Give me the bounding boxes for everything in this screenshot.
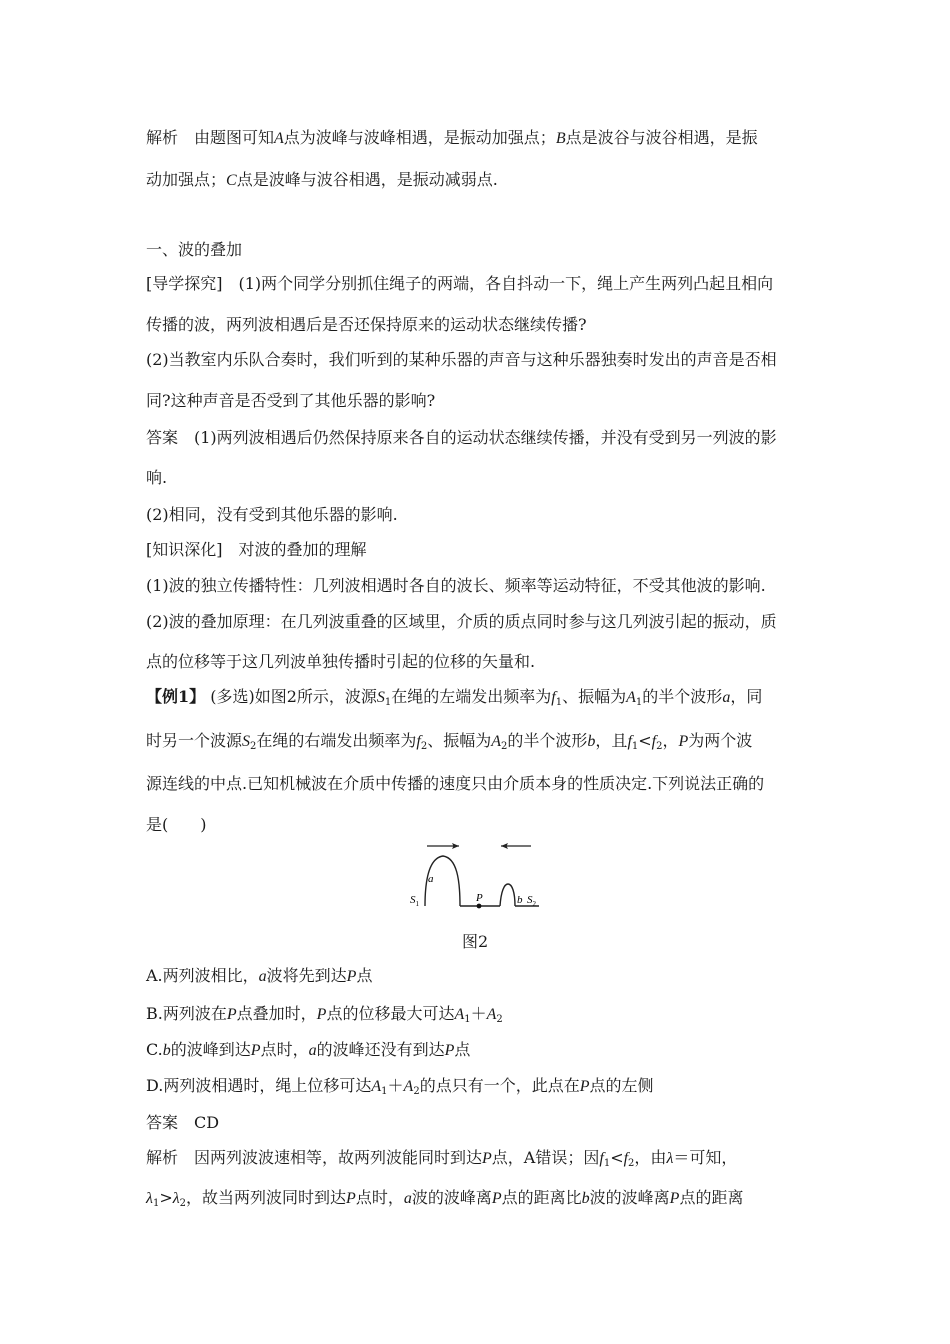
analysis2-line1: 解析 因两列波波速相等，故两列波能同时到达P点，A错误；因$f_1<f_2$，由λ＝可知， — [146, 1148, 738, 1169]
label-s1: $S_1$ — [410, 894, 419, 908]
option-c: C.b的波峰到达P点时，a的波峰还没有到达P点 — [146, 1040, 471, 1059]
example-line4: 是( ) — [146, 815, 207, 834]
section-title: 一、波的叠加 — [146, 240, 243, 259]
inquiry-line4: 同?这种声音是否受到了其他乐器的影响? — [146, 391, 436, 410]
example-line1: 【例1】 (多选)如图2所示，波源$S_1$在绳的左端发出频率为$f_1$、振幅为$A_1$的半个波形a，同 — [146, 687, 763, 708]
deepen-line3: (2)波的叠加原理：在几列波重叠的区域里，介质的质点同时参与这几列波引起的振动，质 — [146, 612, 777, 631]
label-b: b — [517, 894, 523, 906]
analysis1-line2: 动加强点；C点是波峰与波谷相遇，是振动减弱点. — [146, 170, 498, 189]
inquiry-line1: [导学探究] (1)两个同学分别抓住绳子的两端，各自抖动一下，绳上产生两列凸起且相向 — [146, 274, 774, 293]
deepen-line2: (1)波的独立传播特性：几列波相遇时各自的波长、频率等运动特征，不受其他波的影响. — [146, 576, 766, 595]
label-p: P — [476, 892, 483, 904]
example-tag: 【例1】 — [146, 687, 206, 706]
figure-caption: 图2 — [462, 932, 489, 951]
option-b: B.两列波在P点叠加时，P点的位移最大可达$A_1+A_2$ — [146, 1004, 503, 1025]
inquiry-line3: (2)当教室内乐队合奏时，我们听到的某种乐器的声音与这种乐器独奏时发出的声音是否相 — [146, 350, 777, 369]
answer1-line3: (2)相同，没有受到其他乐器的影响. — [146, 505, 398, 524]
example-line3: 源连线的中点.已知机械波在介质中传播的速度只由介质本身的性质决定.下列说法正确的 — [146, 774, 765, 793]
option-d: D.两列波相遇时，绳上位移可达$A_1+A_2$的点只有一个，此点在P点的左侧 — [146, 1076, 654, 1097]
label-a: a — [428, 873, 434, 885]
label-s2: $S_2$ — [527, 894, 536, 908]
option-a: A.两列波相比，a波将先到达P点 — [146, 966, 373, 985]
deepen-line1: [知识深化] 对波的叠加的理解 — [146, 540, 367, 559]
answer2: 答案 CD — [146, 1113, 220, 1132]
wave-b — [500, 884, 515, 906]
example-line2: 时另一个波源$S_2$在绳的右端发出频率为$f_2$、振幅为$A_2$的半个波形b，且$f_1<f_2$，P为两个波 — [146, 731, 753, 752]
inquiry-line2: 传播的波，两列波相遇后是否还保持原来的运动状态继续传播? — [146, 315, 587, 334]
deepen-line4: 点的位移等于这几列波单独传播时引起的位移的矢量和. — [146, 652, 536, 671]
answer1-line2: 响. — [146, 468, 168, 487]
point-p-dot — [477, 904, 482, 909]
analysis1-line1: 解析 由题图可知A点为波峰与波峰相遇，是振动加强点；B点是波谷与波谷相遇，是振 — [146, 128, 758, 147]
rope-wave-figure — [405, 840, 555, 912]
analysis2-line2: $\lambda_1>\lambda_2$，故当两列波同时到达P点时，a波的波峰离P点的距离比b波的波峰离P点的距离 — [146, 1188, 744, 1209]
answer1-line1: 答案 (1)两列波相遇后仍然保持原来各自的运动状态继续传播，并没有受到另一列波的影 — [146, 428, 777, 447]
